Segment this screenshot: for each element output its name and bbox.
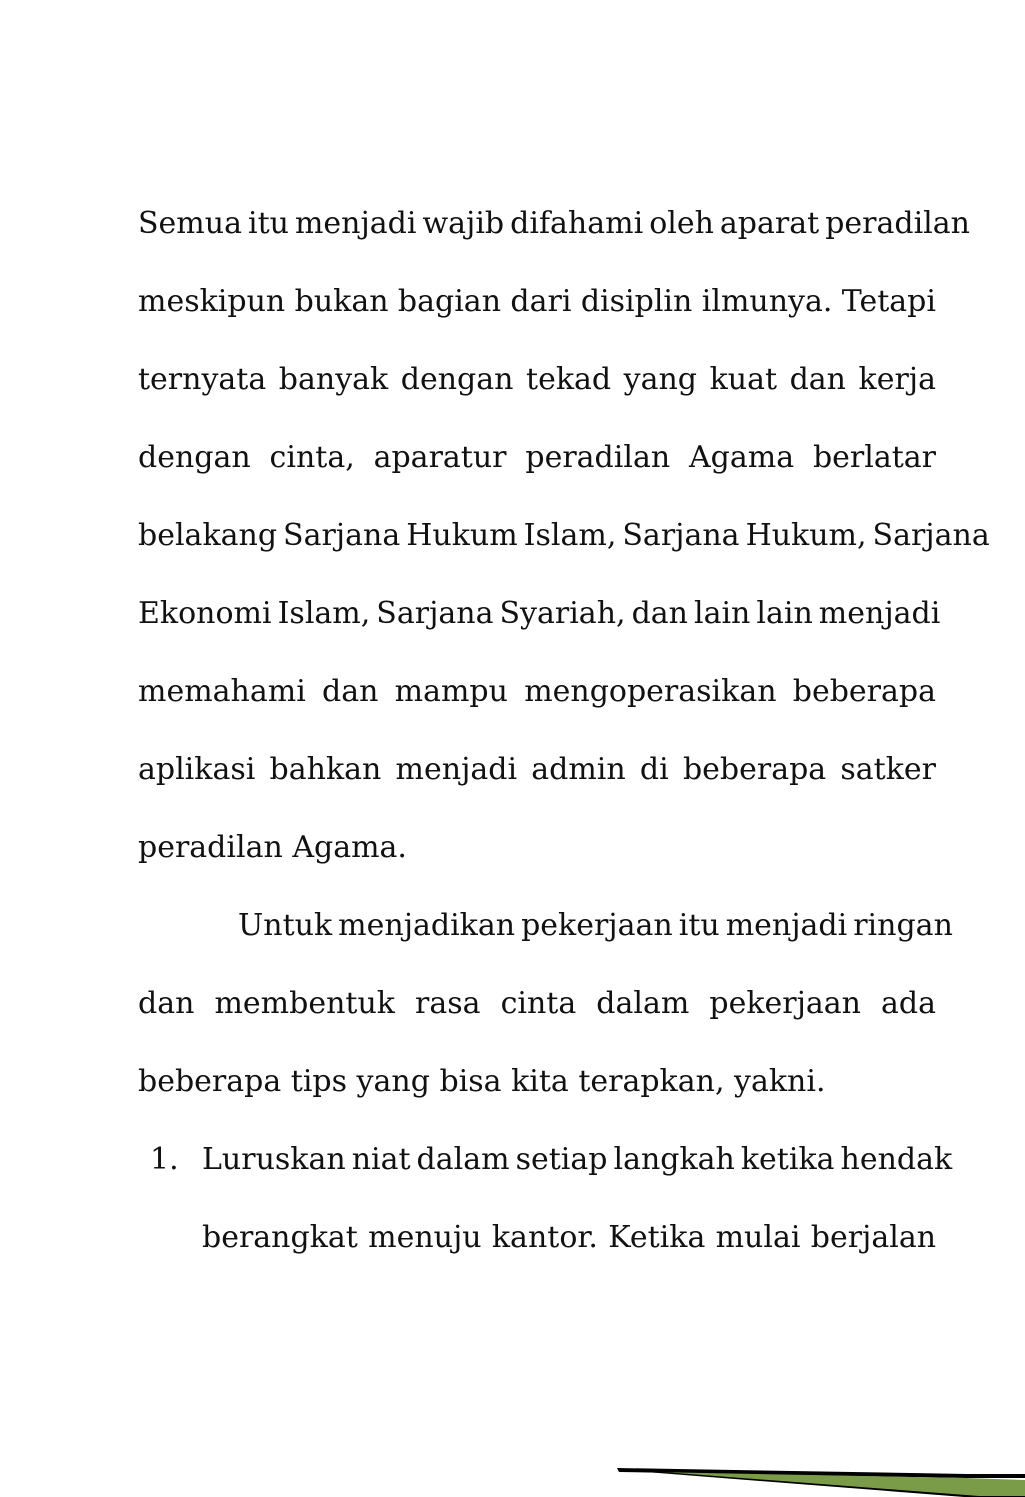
- paragraph-1-line-8: aplikasi bahkan menjadi admin di beberapa satker: [138, 752, 936, 787]
- paragraph-1-line-3: ternyata banyak dengan tekad yang kuat dan kerja: [138, 362, 936, 397]
- footer-ornament-icon: [612, 1458, 1025, 1497]
- paragraph-1-line-7: memahami dan mampu mengoperasikan beberapa: [138, 674, 936, 709]
- list-item-1-number: 1.: [150, 1142, 179, 1177]
- list-item-1-line-1: Luruskan niat dalam setiap langkah ketika hendak: [202, 1142, 953, 1177]
- paragraph-1-line-5: belakang Sarjana Hukum Islam, Sarjana Hukum, Sarjana: [138, 518, 990, 553]
- paragraph-1-line-9: peradilan Agama.: [138, 830, 407, 865]
- paragraph-2-line-3: beberapa tips yang bisa kita terapkan, yakni.: [138, 1064, 826, 1099]
- paragraph-1-line-6: Ekonomi Islam, Sarjana Syariah, dan lain lain menjadi: [138, 596, 941, 631]
- list-item-1-line-2: berangkat menuju kantor. Ketika mulai berjalan: [202, 1220, 937, 1255]
- paragraph-2-line-2: dan membentuk rasa cinta dalam pekerjaan ada: [138, 986, 937, 1021]
- paragraph-1-line-2: meskipun bukan bagian dari disiplin ilmunya. Tetapi: [138, 284, 936, 319]
- paragraph-1-line-1: Semua itu menjadi wajib difahami oleh aparat peradilan: [138, 206, 970, 241]
- paragraph-2-line-1: Untuk menjadikan pekerjaan itu menjadi ringan: [238, 908, 953, 943]
- paragraph-1-line-4: dengan cinta, aparatur peradilan Agama berlatar: [138, 440, 936, 475]
